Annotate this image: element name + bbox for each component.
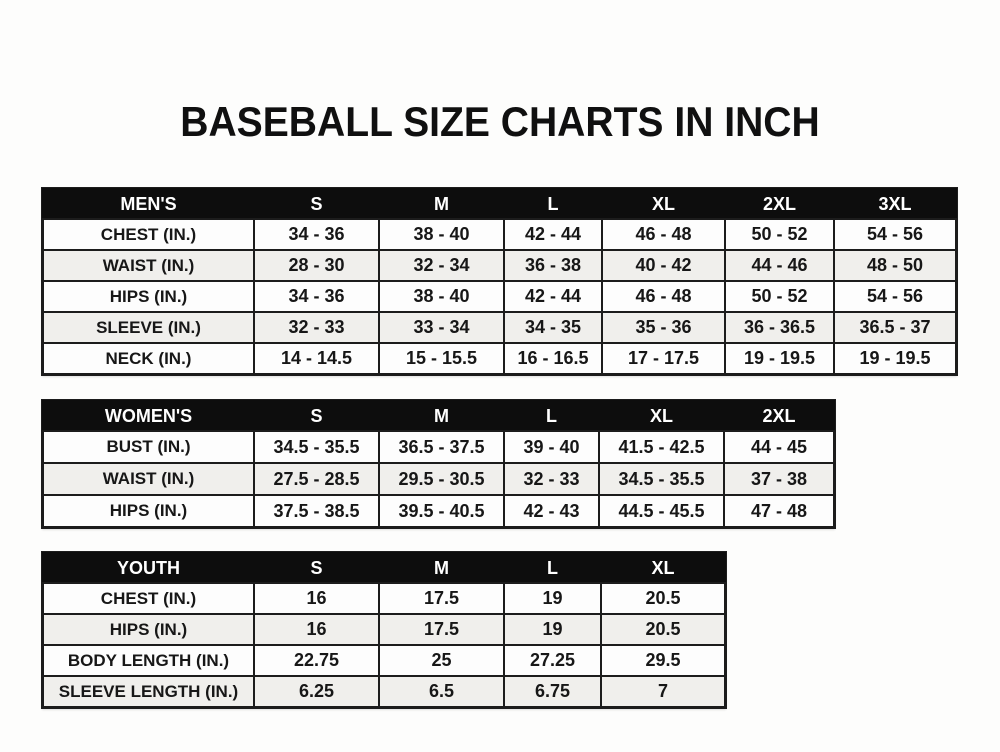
value-cell: 14 - 14.5 (254, 343, 379, 374)
value-cell: 17.5 (379, 614, 504, 645)
value-cell: 39.5 - 40.5 (379, 495, 504, 527)
value-cell: 34.5 - 35.5 (254, 431, 379, 463)
table-row (43, 281, 956, 312)
value-cell: 29.5 (601, 645, 725, 676)
value-cell: 15 - 15.5 (379, 343, 504, 374)
value-cell: 32 - 33 (254, 312, 379, 343)
value-cell: 16 - 16.5 (504, 343, 602, 374)
value-cell: 39 - 40 (504, 431, 599, 463)
value-cell: 40 - 42 (602, 250, 725, 281)
size-header-cell: S (254, 553, 379, 583)
value-cell: 37.5 - 38.5 (254, 495, 379, 527)
value-cell: 38 - 40 (379, 281, 504, 312)
row-label-cell: BODY LENGTH (IN.) (43, 645, 254, 676)
value-cell: 20.5 (601, 583, 725, 614)
value-cell: 19 (504, 614, 601, 645)
value-cell: 6.5 (379, 676, 504, 707)
size-header-cell: M (379, 553, 504, 583)
value-cell: 34 - 35 (504, 312, 602, 343)
mens-size-table (42, 188, 957, 375)
row-label-cell: CHEST (IN.) (43, 583, 254, 614)
value-cell: 48 - 50 (834, 250, 956, 281)
value-cell: 16 (254, 614, 379, 645)
table-header-row (43, 553, 725, 583)
womens-size-table (42, 400, 835, 528)
value-cell: 38 - 40 (379, 219, 504, 250)
table-title-cell: WOMEN'S (43, 401, 254, 431)
value-cell: 34.5 - 35.5 (599, 463, 724, 495)
value-cell: 36 - 38 (504, 250, 602, 281)
size-header-cell: XL (602, 189, 725, 219)
table-header-row (43, 401, 834, 431)
value-cell: 19 (504, 583, 601, 614)
value-cell: 35 - 36 (602, 312, 725, 343)
table-row (43, 495, 834, 527)
value-cell: 19 - 19.5 (725, 343, 834, 374)
table-row (43, 645, 725, 676)
row-label-cell: BUST (IN.) (43, 431, 254, 463)
table-title-cell: MEN'S (43, 189, 254, 219)
value-cell: 44 - 46 (725, 250, 834, 281)
table-row (43, 250, 956, 281)
table-row (43, 676, 725, 707)
value-cell: 44 - 45 (724, 431, 834, 463)
value-cell: 32 - 33 (504, 463, 599, 495)
size-header-cell: L (504, 553, 601, 583)
row-label-cell: SLEEVE LENGTH (IN.) (43, 676, 254, 707)
row-label-cell: WAIST (IN.) (43, 463, 254, 495)
row-label-cell: HIPS (IN.) (43, 281, 254, 312)
table-row (43, 463, 834, 495)
value-cell: 50 - 52 (725, 219, 834, 250)
value-cell: 25 (379, 645, 504, 676)
size-header-cell: 2XL (725, 189, 834, 219)
value-cell: 46 - 48 (602, 219, 725, 250)
value-cell: 36 - 36.5 (725, 312, 834, 343)
table-header-row (43, 189, 956, 219)
size-header-cell: M (379, 189, 504, 219)
value-cell: 36.5 - 37 (834, 312, 956, 343)
table-row (43, 343, 956, 374)
value-cell: 50 - 52 (725, 281, 834, 312)
value-cell: 7 (601, 676, 725, 707)
size-header-cell: M (379, 401, 504, 431)
row-label-cell: NECK (IN.) (43, 343, 254, 374)
size-header-cell: 3XL (834, 189, 956, 219)
row-label-cell: HIPS (IN.) (43, 495, 254, 527)
value-cell: 41.5 - 42.5 (599, 431, 724, 463)
size-header-cell: XL (601, 553, 725, 583)
table-row (43, 583, 725, 614)
row-label-cell: WAIST (IN.) (43, 250, 254, 281)
value-cell: 54 - 56 (834, 281, 956, 312)
table-row (43, 219, 956, 250)
row-label-cell: SLEEVE (IN.) (43, 312, 254, 343)
value-cell: 6.75 (504, 676, 601, 707)
size-header-cell: L (504, 189, 602, 219)
value-cell: 16 (254, 583, 379, 614)
value-cell: 29.5 - 30.5 (379, 463, 504, 495)
value-cell: 54 - 56 (834, 219, 956, 250)
value-cell: 22.75 (254, 645, 379, 676)
value-cell: 27.25 (504, 645, 601, 676)
value-cell: 42 - 43 (504, 495, 599, 527)
value-cell: 34 - 36 (254, 281, 379, 312)
value-cell: 20.5 (601, 614, 725, 645)
table-row (43, 431, 834, 463)
value-cell: 33 - 34 (379, 312, 504, 343)
value-cell: 17 - 17.5 (602, 343, 725, 374)
value-cell: 36.5 - 37.5 (379, 431, 504, 463)
value-cell: 37 - 38 (724, 463, 834, 495)
value-cell: 19 - 19.5 (834, 343, 956, 374)
value-cell: 34 - 36 (254, 219, 379, 250)
value-cell: 42 - 44 (504, 281, 602, 312)
table-title-cell: YOUTH (43, 553, 254, 583)
value-cell: 28 - 30 (254, 250, 379, 281)
value-cell: 6.25 (254, 676, 379, 707)
value-cell: 44.5 - 45.5 (599, 495, 724, 527)
table-row (43, 614, 725, 645)
value-cell: 47 - 48 (724, 495, 834, 527)
size-header-cell: S (254, 401, 379, 431)
row-label-cell: HIPS (IN.) (43, 614, 254, 645)
size-header-cell: S (254, 189, 379, 219)
value-cell: 42 - 44 (504, 219, 602, 250)
size-header-cell: 2XL (724, 401, 834, 431)
youth-size-table (42, 552, 726, 708)
size-header-cell: L (504, 401, 599, 431)
value-cell: 17.5 (379, 583, 504, 614)
value-cell: 27.5 - 28.5 (254, 463, 379, 495)
value-cell: 32 - 34 (379, 250, 504, 281)
row-label-cell: CHEST (IN.) (43, 219, 254, 250)
table-row (43, 312, 956, 343)
value-cell: 46 - 48 (602, 281, 725, 312)
size-header-cell: XL (599, 401, 724, 431)
page-title: BASEBALL SIZE CHARTS IN INCH (180, 98, 820, 146)
